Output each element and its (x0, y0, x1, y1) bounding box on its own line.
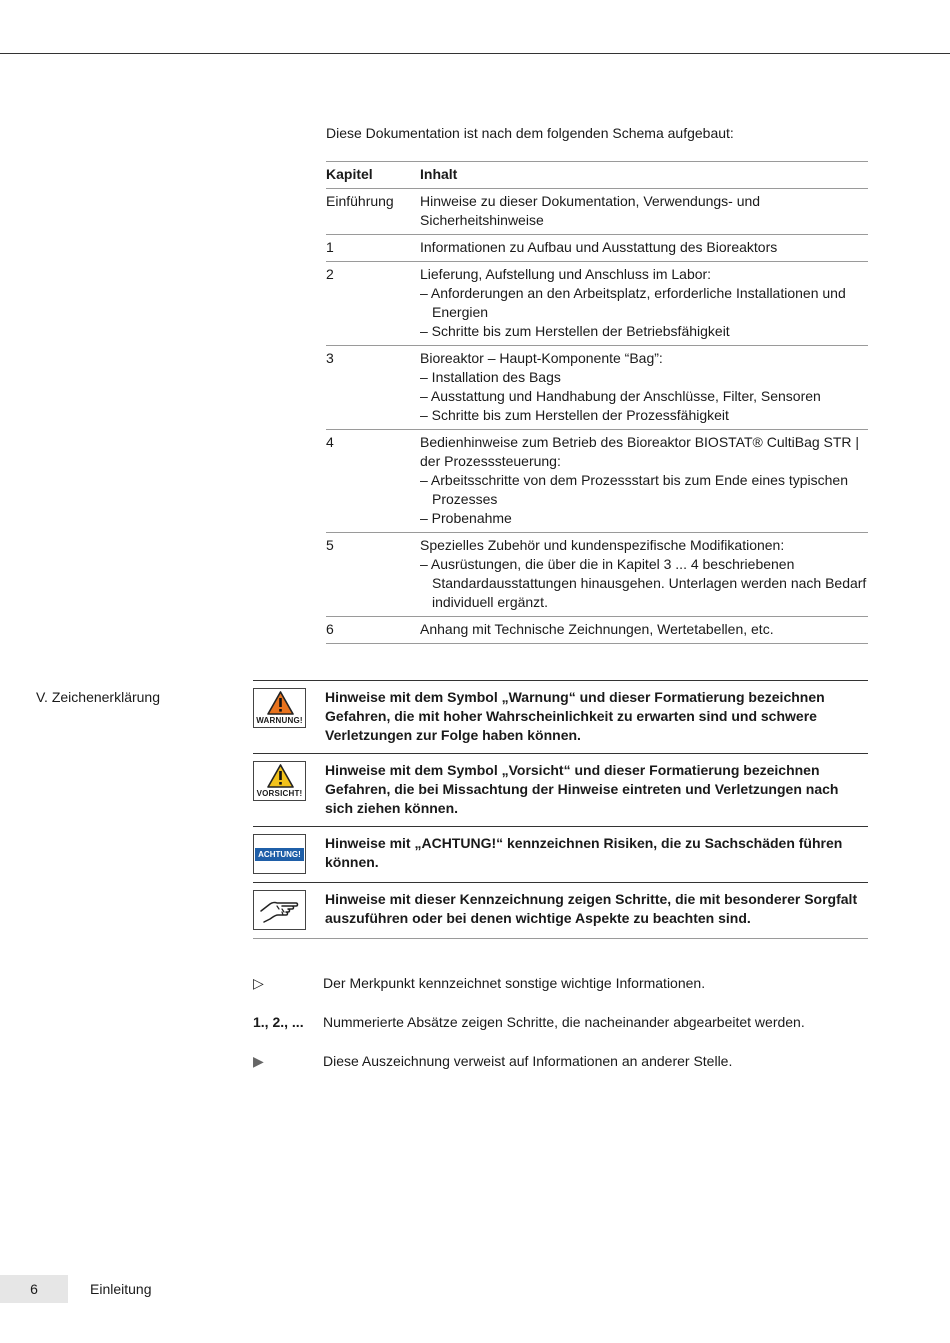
caution-caption: VORSICHT! (256, 789, 303, 798)
content-line: Bioreaktor – Haupt-Komponente “Bag”: (420, 350, 663, 366)
content-line: Bedienhinweise zum Betrieb des Bioreaktor BIOSTAT® CultiBag STR | (420, 434, 860, 450)
content-dash-item: – Schritte bis zum Herstellen der Betriebsfähigkeit (420, 323, 730, 339)
notice-list (253, 680, 868, 939)
chapter-content (420, 433, 868, 528)
warning-triangle-icon (253, 688, 306, 728)
top-rule (0, 53, 950, 54)
notice-warning-text: Hinweise mit dem Symbol „Warnung“ und dieser Formatierung bezeichnen Gefahren, die mit hoher Wahrscheinlichkeit zu erwarten sind und schwere Verletzungen zur Folge haben können. (325, 689, 825, 743)
chapter-content (420, 238, 868, 257)
warning-caption: WARNUNG! (256, 716, 303, 725)
notice-hand-text: Hinweise mit dieser Kennzeichnung zeigen Schritte, die mit besonderer Sorgfalt auszuführen oder bei denen wichtige Aspekte zu beachten sind. (325, 891, 858, 926)
chapter-table (326, 161, 868, 644)
content-dash-item: – Ausrüstungen, die über die in Kapitel 3 ... 4 beschriebenen Standardausstattungen hinausgehen. Unterlagen werden nach Bedarf individuell ergänzt. (420, 556, 867, 610)
chapter-content (420, 265, 868, 341)
legend-row-steps (253, 1013, 868, 1032)
content-line: Hinweise zu dieser Dokumentation, Verwendungs- und (420, 193, 761, 209)
table-row (326, 261, 868, 345)
intro-text: Diese Dokumentation ist nach dem folgenden Schema aufgebaut: (326, 125, 734, 141)
content-dash-item: – Ausstattung und Handhabung der Anschlüsse, Filter, Sensoren (420, 388, 821, 404)
content-dash-item: – Probenahme (420, 510, 512, 526)
content-line: Sicherheitshinweise (420, 212, 544, 228)
chapter-content (420, 349, 868, 425)
achtung-label-icon (253, 834, 306, 874)
table-header (326, 161, 868, 188)
numbered-mark: 1., 2., ... (253, 1014, 304, 1030)
content-line: der Prozesssteuerung: (420, 453, 561, 469)
notice-achtung (253, 826, 868, 882)
chapter-content (420, 192, 868, 230)
caution-triangle-icon (253, 761, 306, 801)
chapter-number: 6 (326, 621, 334, 637)
notice-caution-text: Hinweise mit dem Symbol „Vorsicht“ und dieser Formatierung bezeichnen Gefahren, die bei Missachtung der Hinweise eintreten und Verletzungen nach sich ziehen können. (325, 762, 839, 816)
legend-row-ref (253, 1052, 868, 1071)
notice-caution (253, 753, 868, 826)
content-dash-item: – Schritte bis zum Herstellen der Prozessfähigkeit (420, 407, 729, 423)
table-row (326, 532, 868, 616)
notice-hand (253, 882, 868, 939)
table-row (326, 188, 868, 234)
notice-warning (253, 680, 868, 753)
page-footer (0, 1275, 400, 1303)
legend-text-ref: Diese Auszeichnung verweist auf Informationen an anderer Stelle. (323, 1053, 733, 1069)
header-kapitel: Kapitel (326, 166, 373, 182)
footer-title: Einleitung (90, 1281, 152, 1297)
chapter-number: 5 (326, 537, 334, 553)
content-dash-item: – Installation des Bags (420, 369, 561, 385)
achtung-caption: ACHTUNG! (255, 848, 304, 861)
table-row (326, 345, 868, 429)
header-inhalt: Inhalt (420, 166, 458, 182)
pointing-hand-icon (253, 890, 306, 930)
chapter-number: 2 (326, 266, 334, 282)
content-dash-item: – Arbeitsschritte von dem Prozessstart bis zum Ende eines typischen Prozesses (420, 472, 848, 507)
chapter-number: 4 (326, 434, 334, 450)
page-number: 6 (0, 1275, 68, 1303)
section-title: V. Zeichenerklärung (36, 689, 161, 705)
content-line: Lieferung, Aufstellung und Anschluss im Labor: (420, 266, 712, 282)
table-row (326, 429, 868, 532)
table-row (326, 234, 868, 261)
content-line: Anhang mit Technische Zeichnungen, Wertetabellen, etc. (420, 621, 774, 637)
legend-text-note: Der Merkpunkt kennzeichnet sonstige wichtige Informationen. (323, 975, 706, 991)
notice-achtung-text: Hinweise mit „ACHTUNG!“ kennzeichnen Risiken, die zu Sachschäden führen können. (325, 835, 843, 870)
legend-row-note (253, 974, 868, 993)
table-row (326, 616, 868, 644)
legend-text-steps: Nummerierte Absätze zeigen Schritte, die nacheinander abgearbeitet werden. (323, 1014, 805, 1030)
filled-triangle-icon: ▶ (253, 1053, 264, 1069)
content-line: Informationen zu Aufbau und Ausstattung des Bioreaktors (420, 239, 778, 255)
symbol-legend (253, 974, 868, 1091)
chapter-number: 1 (326, 239, 334, 255)
chapter-content (420, 536, 868, 612)
hollow-triangle-icon: ▷ (253, 975, 264, 991)
chapter-number: 3 (326, 350, 334, 366)
content-dash-item: – Anforderungen an den Arbeitsplatz, erforderliche Installationen und Energien (420, 285, 846, 320)
chapter-number: Einführung (326, 193, 394, 209)
chapter-content (420, 620, 868, 639)
content-line: Spezielles Zubehör und kundenspezifische Modifikationen: (420, 537, 785, 553)
